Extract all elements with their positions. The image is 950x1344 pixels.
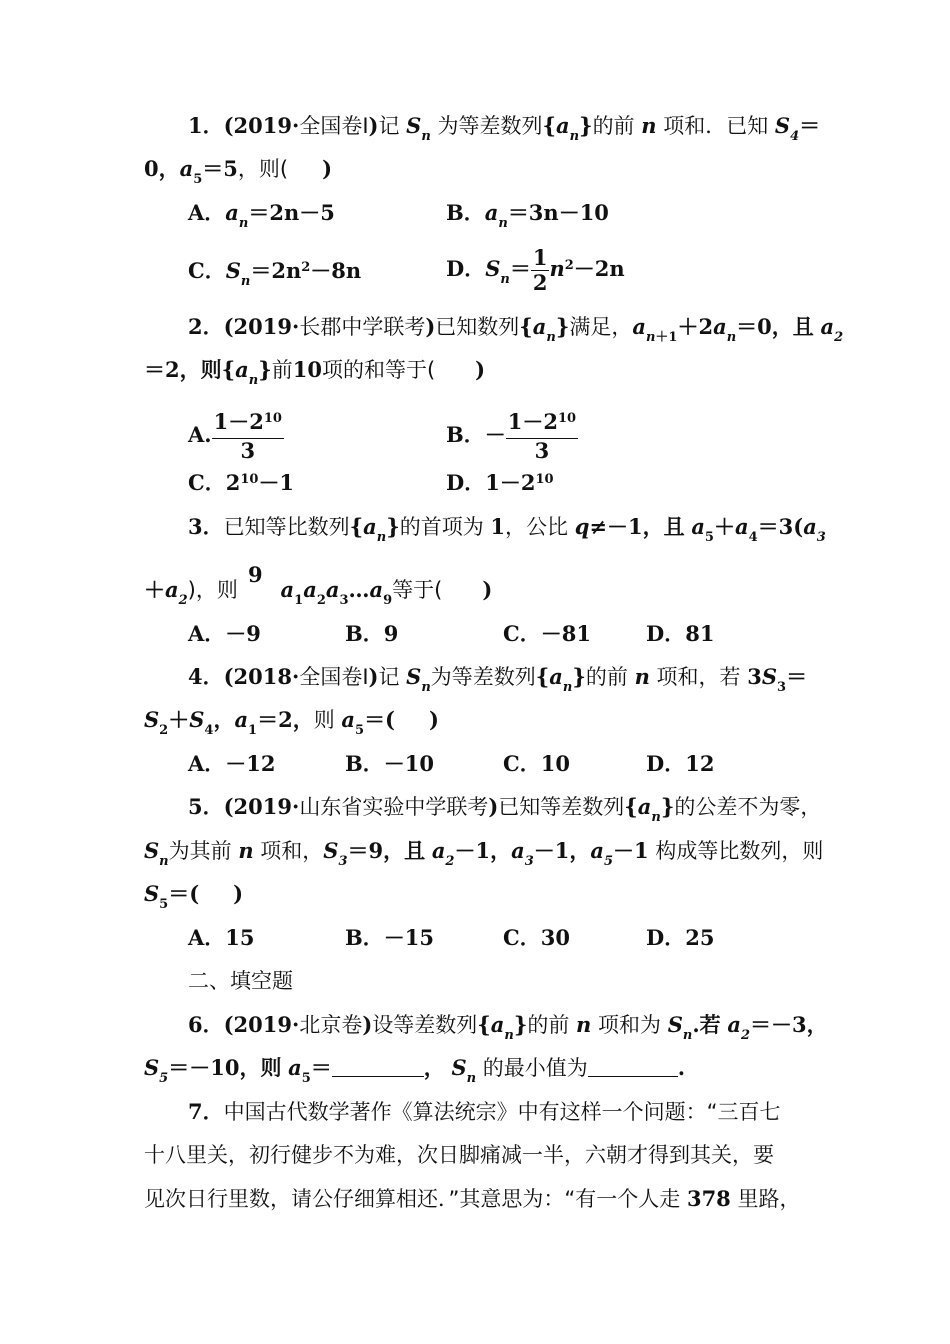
q5-line-3: $S_5=$( ) bbox=[144, 881, 244, 912]
q3-option-a[interactable]: A．－9 bbox=[188, 621, 261, 646]
q5-text-4: 项和， bbox=[260, 839, 324, 863]
q5-text-9: 构成等比数列，则 bbox=[655, 839, 824, 863]
q3-text-5: ＝3( bbox=[757, 514, 804, 539]
q6-text-7: 的最小值为 bbox=[482, 1056, 588, 1080]
q5-number: 5． bbox=[188, 794, 224, 819]
q2-option-d[interactable]: D．$1-2^{10}$ bbox=[446, 470, 554, 495]
q2-a2: $a_2$ bbox=[820, 314, 844, 345]
q1-option-b[interactable]: B．$a_n=3n-10$ bbox=[446, 200, 609, 231]
q5-option-b[interactable]: B．－15 bbox=[345, 925, 434, 950]
q7-line-1 bbox=[188, 1097, 781, 1127]
q4-option-b[interactable]: B．－10 bbox=[345, 751, 434, 776]
q6-line-1: 6．(2019·北京卷)设等差数列$\{a_n\}$的前 n 项和为 $S_n$.若 $a_2=-3$， bbox=[188, 1012, 828, 1043]
q1-seq: $\{a_n\}$ bbox=[542, 113, 593, 144]
q5-line-2: $S_n$为其前 n 项和，$S_3=9$，且 $a_2-1$，$a_3-1$，$a_5-1$ 构成等比数列，则 bbox=[144, 838, 824, 869]
q4-text-3: 的前 bbox=[585, 665, 628, 689]
q3-text-7: )，则 bbox=[187, 578, 238, 602]
q3-option-b[interactable]: B．9 bbox=[345, 621, 399, 646]
q3-seq: $\{a_n\}$ bbox=[349, 514, 400, 545]
q3-product: $a_1a_2a_3\dots a_9$ bbox=[280, 577, 393, 608]
q5-text-5: ＝9，且 bbox=[347, 838, 426, 863]
q2-text-3: ＝0，且 bbox=[736, 314, 814, 339]
q4-text-4: 项和，若 bbox=[656, 665, 741, 689]
q2-number: 2． bbox=[188, 314, 224, 339]
q3-line-1: 3．已知等比数列$\{a_n\}$的首项为 1，公比 q≠－1，且 $a_5+a_4=3(a_3$ bbox=[188, 514, 826, 545]
q2-text-6: 项的和等于( bbox=[321, 358, 436, 382]
q3-text-8: 等于( bbox=[392, 578, 443, 602]
q2-line-2: ＝2，则$\{a_n\}$前10项的和等于( ) bbox=[144, 357, 486, 388]
q4-line-2: $S_2+S_4$，$a_1=2$，则 $a_5=$( ) bbox=[144, 707, 439, 738]
q5-option-d[interactable]: D．25 bbox=[646, 925, 715, 950]
q3-text-2: 的首项为 bbox=[399, 515, 484, 539]
q1-text-1: 记 bbox=[378, 114, 400, 138]
q2-text-2: 满足， bbox=[569, 315, 633, 339]
q6-text-2: 的前 bbox=[527, 1013, 570, 1037]
q3-text-4: ≠－1，且 bbox=[589, 514, 685, 539]
q5-source: (2019·山东省实验中学联考) bbox=[223, 794, 499, 819]
q1-option-a[interactable]: A．$a_n=2n-5$ bbox=[188, 200, 335, 231]
q3-q: q bbox=[574, 514, 590, 539]
q1-line-2: 0，$a_5=5$，则( ) bbox=[144, 156, 333, 187]
q7-line-2: 十八里关，初行健步不为难，次日脚痛减一半，六朝才得到其关，要 bbox=[144, 1143, 774, 1167]
q4-option-c[interactable]: C．10 bbox=[503, 751, 570, 776]
q2-option-b[interactable]: B．－ $\frac{1-2^{10}}{3}$ bbox=[446, 409, 577, 463]
q4-line-1: 4．(2018·全国卷Ⅰ)记 $S_n$为等差数列$\{a_n\}$的前 n 项和，若 $3S_3=$ bbox=[188, 664, 808, 695]
q1-source: (2019·全国卷Ⅰ) bbox=[223, 113, 379, 138]
q3-text-1: 已知等比数列 bbox=[223, 515, 350, 539]
q6-number: 6． bbox=[188, 1012, 224, 1037]
q1-zero: 0，$a_5=5$ bbox=[144, 156, 238, 187]
q1-line-1 bbox=[188, 111, 820, 145]
q2-option-a[interactable]: A. $\frac{1-2^{10}}{3}$ bbox=[188, 409, 282, 463]
q3-line-2: $+a_2$)，则 $a_1a_2a_3\dots a_9$等于( ) bbox=[144, 577, 493, 608]
q7-line-3: 见次日行里数，请公仔细算相还．”其意思为：“有一个人走 378 里路， bbox=[144, 1186, 801, 1211]
q3-option-c[interactable]: C．－81 bbox=[503, 621, 591, 646]
q5-text-2: 的公差不为零， bbox=[674, 795, 822, 819]
q3-text-3: ，公比 bbox=[505, 515, 569, 539]
q6-blank-a5[interactable] bbox=[332, 1056, 424, 1077]
q6-text-1: 设等差数列 bbox=[372, 1013, 478, 1037]
q2-option-c[interactable]: C．$2^{10}-1$ bbox=[188, 470, 295, 495]
q1-d-fraction: $\frac{1}{2}$ bbox=[532, 245, 548, 295]
q1-S4: $S_4$ bbox=[774, 113, 800, 144]
q1-option-c[interactable]: C．$S_n=2n^2-8n$ bbox=[188, 258, 362, 289]
q5-text-3: 为其前 bbox=[168, 839, 232, 863]
q1-eq: ＝ bbox=[799, 113, 821, 138]
q3-text-6: ＋ bbox=[144, 577, 165, 602]
q2-line-1 bbox=[188, 312, 843, 346]
q3-number: 3． bbox=[188, 514, 224, 539]
q7-number: 7． bbox=[188, 1099, 224, 1124]
q5-line-1: 5．(2019·山东省实验中学联考)已知等差数列$\{a_n\}$的公差不为零， bbox=[188, 794, 822, 825]
q2-a-fraction: $\frac{1-2^{10}}{3}$ bbox=[213, 409, 282, 463]
q6-line-2: $S_5=-10$，则 $a_5=$ ， $S_n$ 的最小值为 . bbox=[144, 1055, 686, 1086]
section-heading: 二、填空题 bbox=[188, 969, 293, 993]
q2-text-1: 已知数列 bbox=[435, 315, 520, 339]
q1-n: n bbox=[641, 113, 657, 138]
q5-text-1: 已知等差数列 bbox=[498, 795, 625, 819]
q2-ten: 10 bbox=[292, 357, 322, 382]
q1-text-5: ，则( bbox=[237, 157, 289, 181]
q1-option-d[interactable]: D．$S_n=$ $\frac{1}{2}$ $n^2-2n$ bbox=[446, 245, 625, 295]
q4-text-1: 记 bbox=[378, 665, 400, 689]
q2-text-5: 前 bbox=[271, 358, 293, 382]
q5-option-a[interactable]: A．15 bbox=[188, 925, 255, 950]
q1-text-3: 的前 bbox=[592, 114, 635, 138]
q5-option-c[interactable]: C．30 bbox=[503, 925, 570, 950]
q2-source: (2019·长郡中学联考) bbox=[223, 314, 436, 339]
q6-blank-min[interactable] bbox=[588, 1056, 678, 1077]
q7-text-1: 中国古代数学著作《算法统宗》中有这样一个问题：“三百七 bbox=[223, 1100, 781, 1124]
q2-b-fraction: $\frac{1-2^{10}}{3}$ bbox=[507, 409, 577, 463]
q3-eq: $a_5+a_4$ bbox=[691, 514, 758, 545]
q1-text-4: 项和．已知 bbox=[663, 114, 769, 138]
q4-option-d[interactable]: D．12 bbox=[646, 751, 715, 776]
q1-var-S: $S_n$ bbox=[406, 113, 431, 144]
q1-text-2: 为等差数列 bbox=[437, 114, 543, 138]
q4-text-2: 为等差数列 bbox=[430, 665, 536, 689]
q6-text-3: 项和为 bbox=[598, 1013, 662, 1037]
q4-option-a[interactable]: A．－12 bbox=[188, 751, 276, 776]
q2-text-4: ＝2，则 bbox=[144, 357, 222, 382]
q6-source: (2019·北京卷) bbox=[223, 1012, 373, 1037]
q4-number: 4． bbox=[188, 664, 224, 689]
q4-source: (2018·全国卷Ⅰ) bbox=[223, 664, 379, 689]
q6-text-6: ＝－10，则 bbox=[168, 1055, 282, 1080]
q2-seq: $\{a_n\}$ bbox=[519, 314, 570, 345]
q1-number: 1． bbox=[188, 113, 224, 138]
q3-option-d[interactable]: D．81 bbox=[646, 621, 715, 646]
q2-seq-2: $\{a_n\}$ bbox=[221, 357, 272, 388]
q2-recurrence: $a_{n+1}+2a_n$ bbox=[632, 314, 737, 345]
q3-root-index: 9 bbox=[248, 562, 263, 587]
